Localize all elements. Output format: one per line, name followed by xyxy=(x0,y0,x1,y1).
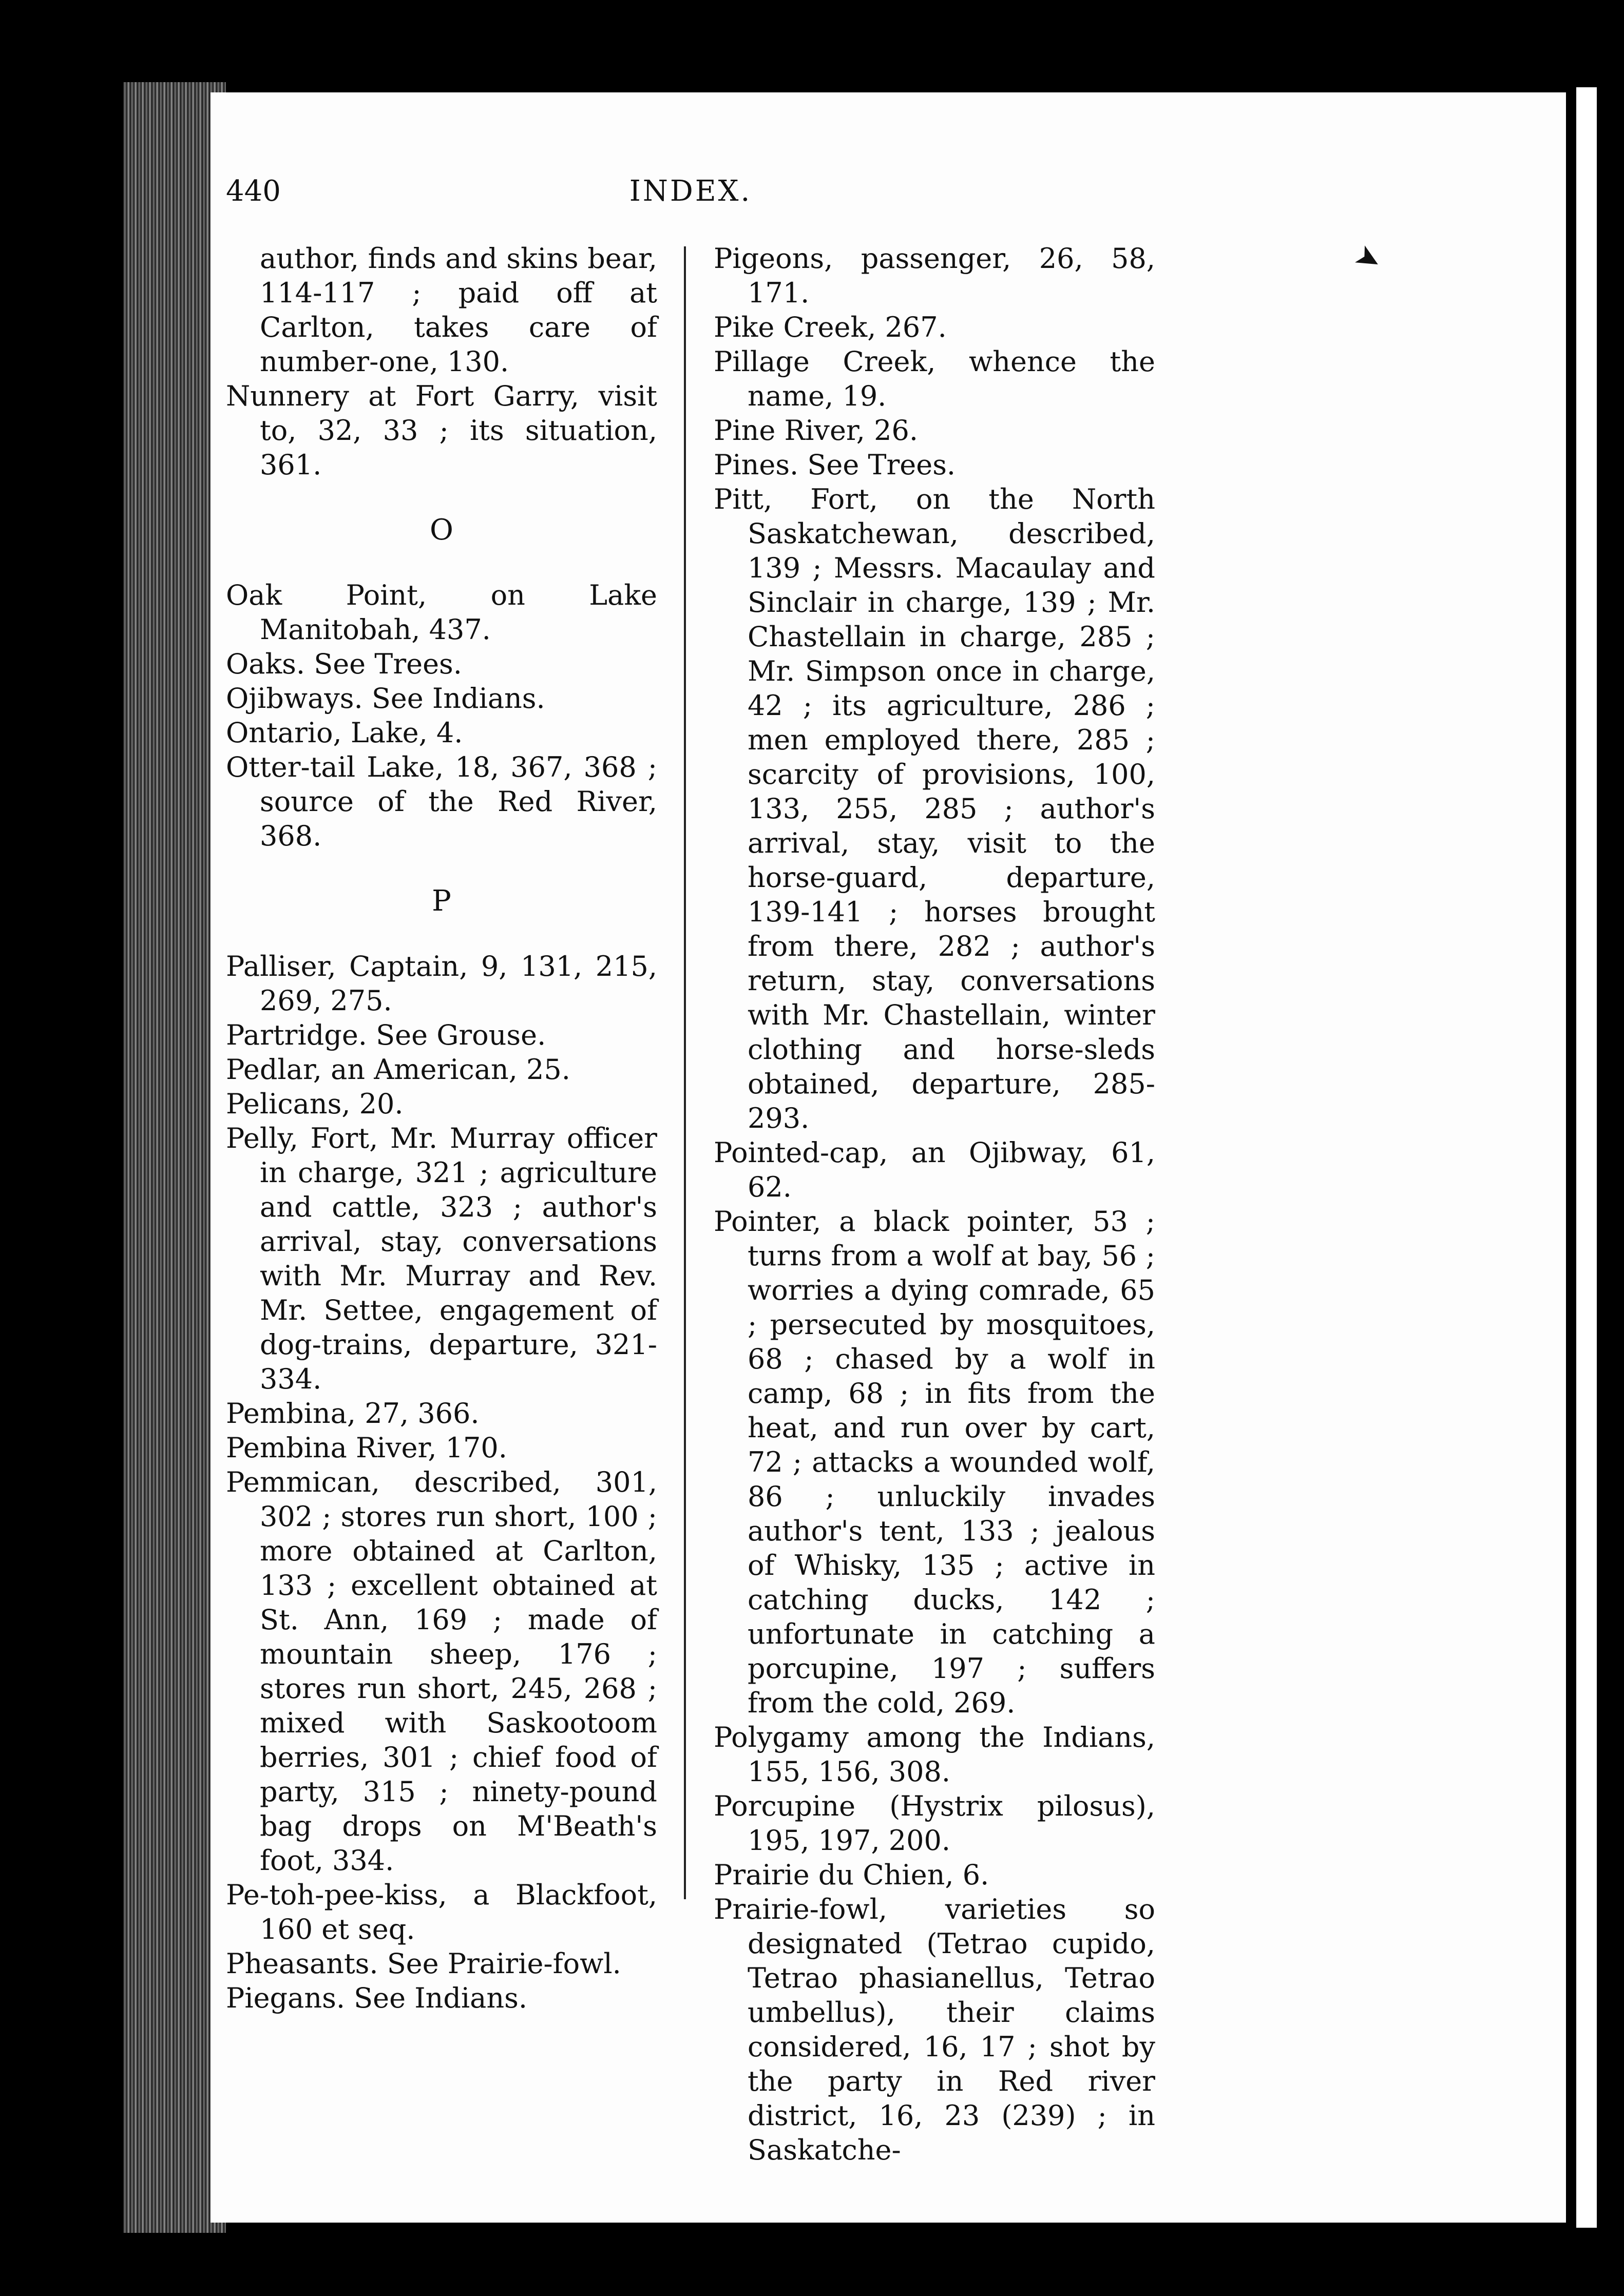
index-entry: Pillage Creek, whence the name, 19. xyxy=(714,345,1155,412)
page-header xyxy=(226,175,1155,216)
index-entry: Ojibways. See Indians. xyxy=(226,682,545,715)
index-entry: Pelly, Fort, Mr. Murray officer in charge, 321 ; agriculture and cattle, 323 ; author's arrival, stay, conversations with Mr. Murray and Rev. Mr. Settee, engagement of dog-trains, departure, 321-334. xyxy=(226,1122,657,1395)
page-number: 440 xyxy=(226,175,281,208)
section-letter-p: P xyxy=(432,884,451,918)
ink-mark-icon: ➤ xyxy=(1348,236,1389,280)
index-entry: Pe-toh-pee-kiss, a Blackfoot, 160 et seq. xyxy=(226,1879,657,1945)
index-entry: Pedlar, an American, 25. xyxy=(226,1053,570,1086)
index-entry: Otter-tail Lake, 18, 367, 368 ; source of the Red River, 368. xyxy=(226,751,657,852)
running-head: INDEX. xyxy=(629,175,752,208)
right-column xyxy=(714,241,1155,2166)
index-entry: Pembina, 27, 366. xyxy=(226,1397,480,1430)
index-entry: Prairie-fowl, varieties so designated (Tetrao cupido, Tetrao phasianellus, Tetrao umbellus), their claims considered, 16, 17 ; shot by the party in Red river district, 16, 23 (239) ; in Saskatche- xyxy=(714,1893,1155,2166)
index-entry: Pine River, 26. xyxy=(714,414,918,447)
index-entry: Partridge. See Grouse. xyxy=(226,1019,546,1051)
index-entry: Porcupine (Hystrix pilosus), 195, 197, 200. xyxy=(714,1790,1155,1857)
index-entry: Palliser, Captain, 9, 131, 215, 269, 275. xyxy=(226,950,657,1017)
index-entry: Pigeons, passenger, 26, 58, 171. xyxy=(714,242,1155,309)
index-entry: Pelicans, 20. xyxy=(226,1088,404,1120)
index-entry: Pike Creek, 267. xyxy=(714,311,947,343)
index-entry: Oaks. See Trees. xyxy=(226,648,462,680)
index-entry: Polygamy among the Indians, 155, 156, 308. xyxy=(714,1721,1155,1788)
left-column xyxy=(226,241,657,2014)
index-entry: Pointed-cap, an Ojibway, 61, 62. xyxy=(714,1136,1155,1203)
index-entry: Ontario, Lake, 4. xyxy=(226,717,463,749)
index-entry: Pines. See Trees. xyxy=(714,449,956,481)
index-entry: Piegans. See Indians. xyxy=(226,1982,528,2014)
scan-right-margin xyxy=(1576,87,1597,2228)
index-entry: Pitt, Fort, on the North Saskatchewan, described, 139 ; Messrs. Macaulay and Sinclair in charge, 139 ; Mr. Chastellain in charge, 285 ; Mr. Simpson once in charge, 42 ; its agriculture, 286 ; men employed there, 285 ; scarcity of provisions, 100, 133, 255, 285 ; author's arrival, stay, visit to the horse-guard, departure, 139-141 ; horses brought from there, 282 ; author's return, stay, conversations with Mr. Chastellain, winter clothing and horse-sleds obtained, departure, 285-293. xyxy=(714,483,1155,1134)
index-entry: Pembina River, 170. xyxy=(226,1432,507,1464)
index-entry: Oak Point, on Lake Manitobah, 437. xyxy=(226,579,657,646)
column-rule xyxy=(684,246,686,1899)
index-entry: Prairie du Chien, 6. xyxy=(714,1859,989,1891)
index-entry-continuation: author, finds and skins bear, 114-117 ; paid off at Carlton, takes care of number-one, 130. xyxy=(260,242,657,378)
section-letter-o: O xyxy=(430,513,453,547)
index-entry: Pemmican, described, 301, 302 ; stores run short, 100 ; more obtained at Carlton, 133 ; excellent obtained at St. Ann, 169 ; made of mountain sheep, 176 ; stores run short, 245, 268 ; mixed with Saskootoom berries, 301 ; chief food of party, 315 ; ninety-pound bag drops on M'Beath's foot, 334. xyxy=(226,1466,657,1877)
index-entry: Pheasants. See Prairie-fowl. xyxy=(226,1947,621,1980)
index-entry: Nunnery at Fort Garry, visit to, 32, 33 ; its situation, 361. xyxy=(226,380,657,481)
index-entry: Pointer, a black pointer, 53 ; turns from a wolf at bay, 56 ; worries a dying comrade, 65 ; persecuted by mosquitoes, 68 ; chased by a wolf in camp, 68 ; in fits from the heat, and run over by cart, 72 ; attacks a wounded wolf, 86 ; unluckily invades author's tent, 133 ; jealous of Whisky, 135 ; active in catching ducks, 142 ; unfortunate in catching a porcupine, 197 ; suffers from the cold, 269. xyxy=(714,1205,1155,1719)
